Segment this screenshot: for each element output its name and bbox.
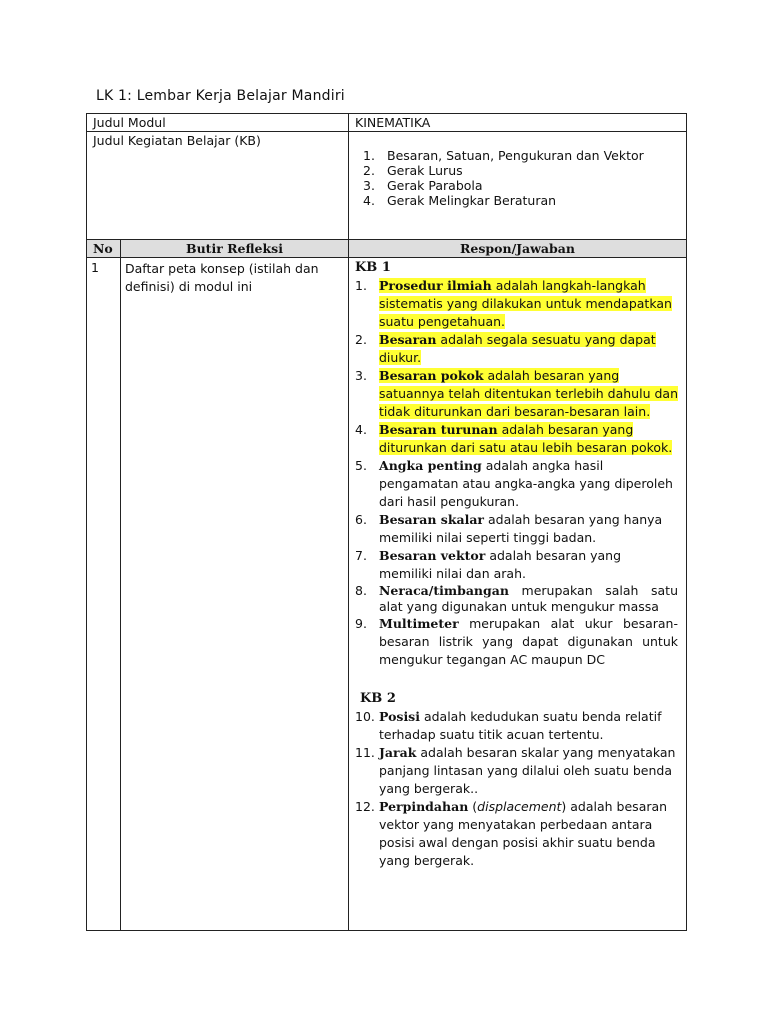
kb2-list (355, 708, 678, 870)
header-no: No (87, 240, 121, 258)
list-item: 10. Posisi adalah kedudukan suatu benda relatif terhadap suatu titik acuan tertentu. (355, 709, 662, 742)
kb2-heading: KB 2 (360, 691, 396, 706)
list-item: 12. Perpindahan (displacement) adalah besaran vektor yang menyatakan perbedaan antara posisi awal dengan posisi akhir suatu benda yang bergerak. (355, 799, 668, 868)
kegiatan-label: Judul Kegiatan Belajar (KB) (87, 132, 349, 240)
row-no: 1 (87, 258, 121, 931)
row-kegiatan (87, 132, 687, 240)
list-item: 1. Besaran, Satuan, Pengukuran dan Vektor (363, 148, 644, 163)
list-item: 4. Besaran turunan adalah besaran yang diturunkan dari satu atau lebih besaran pokok. (355, 422, 673, 455)
kegiatan-list (363, 148, 680, 208)
header-respon: Respon/Jawaban (349, 240, 687, 258)
modul-label: Judul Modul (87, 114, 349, 132)
header-butir: Butir Refleksi (121, 240, 349, 258)
list-item: 4. Gerak Melingkar Beraturan (363, 193, 557, 208)
list-item: 3. Besaran pokok adalah besaran yang satuannya telah ditentukan terlebih dahulu dan tidak diturunkan dari besaran-besaran lain. (355, 368, 678, 419)
worksheet-table (86, 113, 687, 931)
list-item: 2. Besaran adalah segala sesuatu yang dapat diukur. (355, 332, 656, 365)
kegiatan-list-cell (349, 132, 687, 240)
list-item: 2. Gerak Lurus (363, 163, 463, 178)
kb1-heading: KB 1 (355, 260, 391, 275)
row-modul (87, 114, 687, 132)
list-item: 11. Jarak adalah besaran skalar yang menyatakan panjang lintasan yang dilalui oleh suatu benda yang bergerak.. (355, 745, 676, 796)
kb1-list (355, 277, 678, 669)
table-header-row (87, 240, 687, 258)
list-item: 7. Besaran vektor adalah besaran yang memiliki nilai dan arah. (355, 548, 622, 581)
list-item: 6. Besaran skalar adalah besaran yang hanya memiliki nilai seperti tinggi badan. (355, 512, 663, 545)
row-respon (349, 258, 687, 931)
row-butir: Daftar peta konsep (istilah dan definisi) di modul ini (121, 258, 349, 931)
list-item: 1. Prosedur ilmiah adalah langkah-langkah sistematis yang dilakukan untuk mendapatkan suatu pengetahuan. (355, 278, 672, 329)
page-title: LK 1: Lembar Kerja Belajar Mandiri (96, 88, 345, 104)
list-item: 3. Gerak Parabola (363, 178, 483, 193)
list-item: 8. Neraca/timbangan merupakan salah satu alat yang digunakan untuk mengukur massa (355, 583, 678, 614)
list-item: 9. Multimeter merupakan alat ukur besaran-besaran listrik yang dapat digunakan untuk mengukur tegangan AC maupun DC (355, 616, 678, 667)
list-item: 5. Angka penting adalah angka hasil pengamatan atau angka-angka yang diperoleh dari hasil pengukuran. (355, 458, 673, 509)
table-row (87, 258, 687, 931)
modul-value: KINEMATIKA (349, 114, 687, 132)
